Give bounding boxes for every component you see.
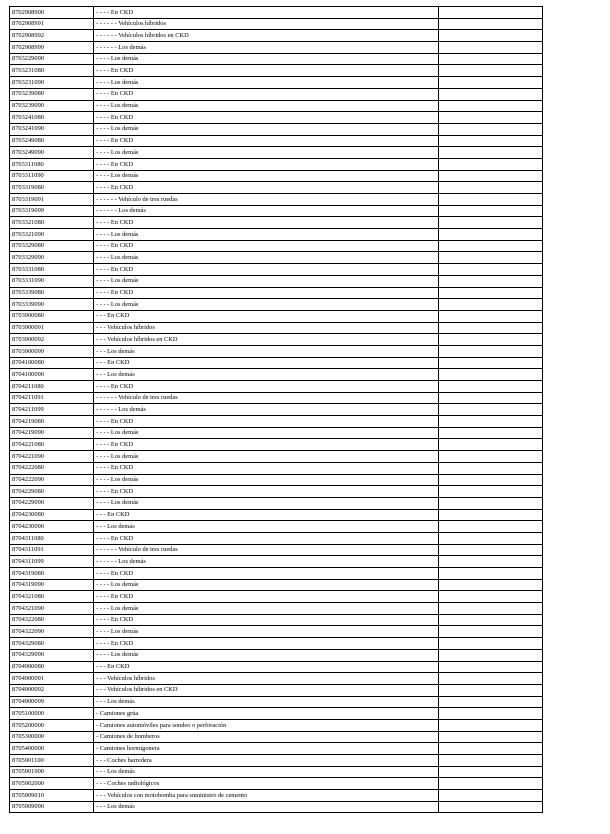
table-row [10, 170, 543, 182]
table-row [10, 135, 543, 147]
tariff-code-cell: 8703229090 [10, 53, 94, 65]
tariff-code-cell: 8703311080 [10, 158, 94, 170]
tariff-code-cell: 8704900091 [10, 673, 94, 685]
table-row [10, 182, 543, 194]
tariff-code-cell: 8705901100 [10, 755, 94, 767]
tariff-code-cell: 8703231090 [10, 77, 94, 89]
description-cell: - - - - En CKD [94, 158, 439, 170]
tariff-code-cell: 8705909090 [10, 801, 94, 813]
empty-cell [439, 7, 543, 19]
empty-cell [439, 77, 543, 89]
description-cell: - - - Los demás [94, 369, 439, 381]
description-cell: - - - En CKD [94, 357, 439, 369]
empty-cell [439, 684, 543, 696]
table-row [10, 673, 543, 685]
tariff-code-cell: 8704221080 [10, 439, 94, 451]
empty-cell [439, 404, 543, 416]
table-row [10, 474, 543, 486]
tariff-code-cell: 8703900099 [10, 345, 94, 357]
table-row [10, 53, 543, 65]
empty-cell [439, 614, 543, 626]
table-row [10, 696, 543, 708]
tariff-code-cell: 8703321090 [10, 229, 94, 241]
table-row [10, 486, 543, 498]
table-row [10, 30, 543, 42]
empty-cell [439, 474, 543, 486]
table-row [10, 544, 543, 556]
empty-cell [439, 497, 543, 509]
table-row [10, 7, 543, 19]
tariff-code-cell: 8703249090 [10, 147, 94, 159]
description-cell: - - - Vehículos híbridos en CKD [94, 334, 439, 346]
description-cell: - Camiones grúa [94, 708, 439, 720]
description-cell: - - - - Los demás [94, 626, 439, 638]
description-cell: - - - - Los demás [94, 229, 439, 241]
description-cell: - - - - En CKD [94, 439, 439, 451]
description-cell: - - - - - - Vehículo de tres ruedas [94, 392, 439, 404]
table-row [10, 556, 543, 568]
table-row [10, 123, 543, 135]
empty-cell [439, 626, 543, 638]
description-cell: - - - - En CKD [94, 65, 439, 77]
empty-cell [439, 591, 543, 603]
empty-cell [439, 392, 543, 404]
table-row [10, 217, 543, 229]
table-row [10, 801, 543, 813]
tariff-code-cell: 8703249080 [10, 135, 94, 147]
empty-cell [439, 661, 543, 673]
table-row [10, 345, 543, 357]
tariff-code-cell: 8704100090 [10, 369, 94, 381]
description-cell: - - - - En CKD [94, 287, 439, 299]
empty-cell [439, 112, 543, 124]
description-cell: - - - En CKD [94, 310, 439, 322]
empty-cell [439, 147, 543, 159]
tariff-code-cell: 8703329080 [10, 240, 94, 252]
empty-cell [439, 217, 543, 229]
empty-cell [439, 182, 543, 194]
tariff-code-cell: 8704321090 [10, 603, 94, 615]
description-cell: - - - - Los demás [94, 77, 439, 89]
table-row [10, 755, 543, 767]
description-cell: - - - - En CKD [94, 568, 439, 580]
table-row [10, 240, 543, 252]
tariff-code-cell: 8703331080 [10, 264, 94, 276]
description-cell: - - - - En CKD [94, 381, 439, 393]
description-cell: - - - En CKD [94, 661, 439, 673]
tariff-code-cell: 8704900099 [10, 696, 94, 708]
description-cell: - - - Los demás [94, 521, 439, 533]
tariff-code-cell: 8704230090 [10, 521, 94, 533]
description-cell: - Camiones automóviles para sondeo o perforación [94, 719, 439, 731]
tariff-code-cell: 8704329090 [10, 649, 94, 661]
tariff-code-cell: 8704221090 [10, 451, 94, 463]
description-cell: - - - - En CKD [94, 638, 439, 650]
tariff-code-cell: 8703319080 [10, 182, 94, 194]
table-row [10, 310, 543, 322]
table-row [10, 708, 543, 720]
description-cell: - - - - Los demás [94, 170, 439, 182]
tariff-code-cell: 8703231080 [10, 65, 94, 77]
tariff-code-cell: 8702908999 [10, 42, 94, 54]
table-row [10, 778, 543, 790]
description-cell: - - - - En CKD [94, 532, 439, 544]
description-cell: - - - - - - Los demás [94, 556, 439, 568]
description-cell: - - - - - - Vehículo de tres ruedas [94, 544, 439, 556]
table-row [10, 568, 543, 580]
description-cell: - - - Los demás [94, 766, 439, 778]
description-cell: - - - - Los demás [94, 451, 439, 463]
description-cell: - Camiones hormigonera [94, 743, 439, 755]
empty-cell [439, 649, 543, 661]
table-row [10, 88, 543, 100]
description-cell: - - - - En CKD [94, 7, 439, 19]
tariff-code-cell: 8705909010 [10, 790, 94, 802]
empty-cell [439, 287, 543, 299]
description-cell: - - - - Los demás [94, 147, 439, 159]
description-cell: - - - Los demás [94, 696, 439, 708]
empty-cell [439, 708, 543, 720]
tariff-code-cell: 8705200000 [10, 719, 94, 731]
table-row [10, 521, 543, 533]
tariff-code-cell: 8704219080 [10, 416, 94, 428]
tariff-code-cell: 8703329090 [10, 252, 94, 264]
description-cell: - - - - Los demás [94, 497, 439, 509]
table-row [10, 649, 543, 661]
empty-cell [439, 544, 543, 556]
empty-cell [439, 790, 543, 802]
table-row [10, 77, 543, 89]
table-row [10, 287, 543, 299]
tariff-code-cell: 8704321080 [10, 591, 94, 603]
tariff-code-cell: 8703339080 [10, 287, 94, 299]
description-cell: - - - - - - Los demás [94, 205, 439, 217]
tariff-code-cell: 8703239090 [10, 100, 94, 112]
empty-cell [439, 451, 543, 463]
table-row [10, 194, 543, 206]
description-cell: - - - - Los demás [94, 299, 439, 311]
table-row [10, 18, 543, 30]
table-row [10, 497, 543, 509]
empty-cell [439, 357, 543, 369]
description-cell: - - - Coches radiológicos [94, 778, 439, 790]
table-row [10, 369, 543, 381]
table-row [10, 299, 543, 311]
empty-cell [439, 30, 543, 42]
description-cell: - - - - Los demás [94, 252, 439, 264]
empty-cell [439, 310, 543, 322]
description-cell: - - - - - - Los demás [94, 42, 439, 54]
tariff-code-cell: 8704100080 [10, 357, 94, 369]
empty-cell [439, 532, 543, 544]
empty-cell [439, 53, 543, 65]
description-cell: - - - Vehículos con motobomba para suministro de cemento [94, 790, 439, 802]
empty-cell [439, 240, 543, 252]
tariff-table [9, 6, 543, 813]
description-cell: - - - - En CKD [94, 416, 439, 428]
table-row [10, 591, 543, 603]
empty-cell [439, 778, 543, 790]
tariff-code-cell: 8703900091 [10, 322, 94, 334]
empty-cell [439, 743, 543, 755]
tariff-code-cell: 8704322090 [10, 626, 94, 638]
table-row [10, 158, 543, 170]
description-cell: - - - - Los demás [94, 603, 439, 615]
table-row [10, 661, 543, 673]
description-cell: - - - - Los demás [94, 100, 439, 112]
tariff-code-cell: 8705300000 [10, 731, 94, 743]
empty-cell [439, 229, 543, 241]
table-row [10, 439, 543, 451]
tariff-code-cell: 8702908900 [10, 7, 94, 19]
description-cell: - - - - En CKD [94, 217, 439, 229]
description-cell: - - - - Los demás [94, 474, 439, 486]
table-row [10, 381, 543, 393]
empty-cell [439, 568, 543, 580]
empty-cell [439, 123, 543, 135]
tariff-code-cell: 8703241090 [10, 123, 94, 135]
description-cell: - - - Los demás [94, 345, 439, 357]
empty-cell [439, 509, 543, 521]
description-cell: - Camiones de bomberos [94, 731, 439, 743]
description-cell: - - - Vehículos híbridos [94, 673, 439, 685]
tariff-code-cell: 8703331090 [10, 275, 94, 287]
empty-cell [439, 299, 543, 311]
table-row [10, 638, 543, 650]
description-cell: - - - - En CKD [94, 240, 439, 252]
empty-cell [439, 334, 543, 346]
tariff-code-cell: 8704211091 [10, 392, 94, 404]
empty-cell [439, 88, 543, 100]
tariff-code-cell: 8704311099 [10, 556, 94, 568]
description-cell: - - - - Los demás [94, 53, 439, 65]
table-row [10, 766, 543, 778]
empty-cell [439, 18, 543, 30]
description-cell: - - - - - - Vehículos híbridos en CKD [94, 30, 439, 42]
table-row [10, 404, 543, 416]
description-cell: - - - - En CKD [94, 264, 439, 276]
table-row [10, 416, 543, 428]
table-row [10, 731, 543, 743]
tariff-code-cell: 8704219090 [10, 427, 94, 439]
empty-cell [439, 521, 543, 533]
empty-cell [439, 194, 543, 206]
tariff-code-cell: 8704329080 [10, 638, 94, 650]
tariff-code-cell: 8705901900 [10, 766, 94, 778]
description-cell: - - - - - - Vehículos híbridos [94, 18, 439, 30]
description-cell: - - - - En CKD [94, 135, 439, 147]
description-cell: - - - - En CKD [94, 112, 439, 124]
description-cell: - - - - Los demás [94, 579, 439, 591]
tariff-code-cell: 8703321080 [10, 217, 94, 229]
table-row [10, 322, 543, 334]
table-row [10, 614, 543, 626]
empty-cell [439, 556, 543, 568]
description-cell: - - - Los demás [94, 801, 439, 813]
table-row [10, 42, 543, 54]
description-cell: - - - - En CKD [94, 88, 439, 100]
empty-cell [439, 252, 543, 264]
table-row [10, 684, 543, 696]
tariff-code-cell: 8704319090 [10, 579, 94, 591]
tariff-code-cell: 8704900092 [10, 684, 94, 696]
tariff-code-cell: 8704319080 [10, 568, 94, 580]
empty-cell [439, 205, 543, 217]
tariff-code-cell: 8703900092 [10, 334, 94, 346]
tariff-table-body [10, 7, 543, 813]
table-row [10, 427, 543, 439]
empty-cell [439, 416, 543, 428]
description-cell: - - - - Los demás [94, 649, 439, 661]
table-row [10, 451, 543, 463]
tariff-code-cell: 8703241080 [10, 112, 94, 124]
empty-cell [439, 755, 543, 767]
empty-cell [439, 170, 543, 182]
tariff-code-cell: 8703339090 [10, 299, 94, 311]
tariff-code-cell: 8704900080 [10, 661, 94, 673]
description-cell: - - - - En CKD [94, 614, 439, 626]
empty-cell [439, 427, 543, 439]
empty-cell [439, 638, 543, 650]
description-cell: - - - Vehículos híbridos [94, 322, 439, 334]
empty-cell [439, 42, 543, 54]
tariff-code-cell: 8704211080 [10, 381, 94, 393]
tariff-code-cell: 8704230080 [10, 509, 94, 521]
empty-cell [439, 462, 543, 474]
tariff-code-cell: 8703900080 [10, 310, 94, 322]
table-row [10, 790, 543, 802]
tariff-code-cell: 8704311080 [10, 532, 94, 544]
empty-cell [439, 369, 543, 381]
description-cell: - - - En CKD [94, 509, 439, 521]
description-cell: - - - - - - Los demás [94, 404, 439, 416]
empty-cell [439, 100, 543, 112]
empty-cell [439, 603, 543, 615]
empty-cell [439, 381, 543, 393]
table-row [10, 334, 543, 346]
table-row [10, 100, 543, 112]
table-row [10, 112, 543, 124]
tariff-code-cell: 8702908991 [10, 18, 94, 30]
table-row [10, 264, 543, 276]
empty-cell [439, 345, 543, 357]
description-cell: - - - - Los demás [94, 427, 439, 439]
empty-cell [439, 275, 543, 287]
table-row [10, 357, 543, 369]
description-cell: - - - - Los demás [94, 275, 439, 287]
tariff-code-cell: 8703319099 [10, 205, 94, 217]
empty-cell [439, 801, 543, 813]
tariff-code-cell: 8703319091 [10, 194, 94, 206]
table-row [10, 392, 543, 404]
table-row [10, 65, 543, 77]
empty-cell [439, 439, 543, 451]
empty-cell [439, 579, 543, 591]
description-cell: - - - Coches barredera [94, 755, 439, 767]
description-cell: - - - - En CKD [94, 486, 439, 498]
tariff-code-cell: 8704222090 [10, 474, 94, 486]
table-row [10, 275, 543, 287]
empty-cell [439, 731, 543, 743]
table-row [10, 532, 543, 544]
table-row [10, 205, 543, 217]
tariff-code-cell: 8704211099 [10, 404, 94, 416]
empty-cell [439, 486, 543, 498]
table-row [10, 579, 543, 591]
tariff-code-cell: 8704229080 [10, 486, 94, 498]
empty-cell [439, 158, 543, 170]
empty-cell [439, 673, 543, 685]
description-cell: - - - Vehículos híbridos en CKD [94, 684, 439, 696]
empty-cell [439, 264, 543, 276]
table-row [10, 252, 543, 264]
table-row [10, 229, 543, 241]
table-row [10, 719, 543, 731]
tariff-code-cell: 8704229090 [10, 497, 94, 509]
table-row [10, 603, 543, 615]
tariff-code-cell: 8704322080 [10, 614, 94, 626]
table-row [10, 626, 543, 638]
description-cell: - - - - En CKD [94, 182, 439, 194]
tariff-code-cell: 8704311091 [10, 544, 94, 556]
tariff-code-cell: 8703311090 [10, 170, 94, 182]
empty-cell [439, 322, 543, 334]
table-row [10, 509, 543, 521]
table-row [10, 147, 543, 159]
empty-cell [439, 135, 543, 147]
tariff-code-cell: 8702908992 [10, 30, 94, 42]
description-cell: - - - - En CKD [94, 462, 439, 474]
table-row [10, 743, 543, 755]
tariff-code-cell: 8705400000 [10, 743, 94, 755]
description-cell: - - - - - - Vehículo de tres ruedas [94, 194, 439, 206]
empty-cell [439, 719, 543, 731]
empty-cell [439, 696, 543, 708]
tariff-code-cell: 8704222080 [10, 462, 94, 474]
table-row [10, 462, 543, 474]
tariff-code-cell: 8705100000 [10, 708, 94, 720]
description-cell: - - - - Los demás [94, 123, 439, 135]
empty-cell [439, 766, 543, 778]
tariff-code-cell: 8703239080 [10, 88, 94, 100]
empty-cell [439, 65, 543, 77]
description-cell: - - - - En CKD [94, 591, 439, 603]
tariff-code-cell: 8705902000 [10, 778, 94, 790]
